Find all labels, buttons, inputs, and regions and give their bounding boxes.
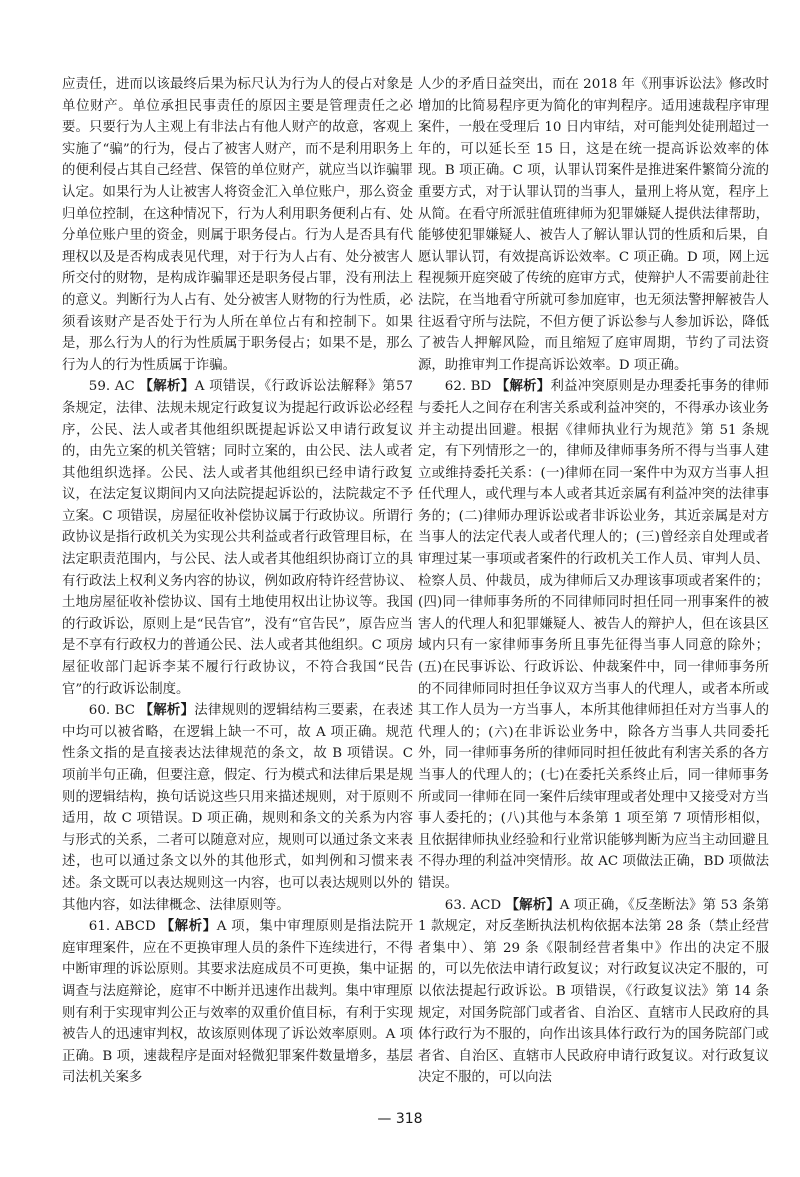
page-number: — 318 [377,1111,423,1127]
analysis-tag: 【解析】 [495,378,551,395]
answer-number: 63. ACD [444,897,502,913]
continuation-paragraph: 人少的矛盾日益突出，而在 2018 年《刑事诉讼法》修改时增加的比简易程序更为简化的审判程序。适用速裁程序审理案件，一般在受理后 10 日内审结，对可能判处徒刑超过一年的，可以延长至 15 日，这是在统一提高诉讼效率的体现。B 项正确。C 项，认罪认罚案件是推进案件繁简分流的重要方式，对于认罪认罚的当事人，量刑上将从宽，程序上从简。在看守所派驻值班律师为犯罪嫌疑人提供法律帮助，能够使犯罪嫌疑人、被告人了解认罪认罚的性质和后果，自愿认罪认罚，有效提高诉讼效率。C 项正确。D 项，网上远程视频开庭突破了传统的庭审方式，使辩护人不需要前赴往法院，在当地看守所就可参加庭审，也无须法警押解被告人往返看守所与法院，不但方便了诉讼参与人参加诉讼，降低了被告人押解风险，而且缩短了庭审周期，节约了司法资源，助推审判工作提高诉讼效率。D 项正确。 [418,77,769,373]
analysis-tag: 【解析】 [505,896,560,913]
answer-text: 法律规则的逻辑结构三要素，在表述中均可以被省略，在逻辑上缺一不可，故 A 项正确。规范性条文指的是直接表达法律规范的条文，故 B 项错误。C 项前半句正确，但要注意，假定、行为模式和法律后果是规则的逻辑结构，换句话说这些只用来描述规则，对于原则不适用，故 C 项错误。D 项正确，规则和条文的关系为内容与形式的关系，二者可以随意对应，规则可以通过条文来表述，也可以通过条文以外的其他形式，如判例和习惯来表述。条文既可以表达规则这一内容，也可以表达规则以外的其他内容，如法律概念、法律原则等。 [62,703,413,913]
continuation-paragraph: 应责任，进而以该最终后果为标尺认为行为人的侵占对象是单位财产。单位承担民事责任的原因主要是管理责任之必要。只要行为人主观上有非法占有他人财产的故意，客观上实施了“骗”的行为，侵占了被害人财产，而不是利用职务上的便利侵占其自己经营、保管的单位财产，就应当以诈骗罪认定。如果行为人让被害人将资金汇入单位账户，那么资金归单位控制，在这种情况下，行为人利用职务便利占有、处分单位账户里的资金，则属于职务侵占。行为人是否具有代理权以及是否构成表见代理，对于行为人占有、处分被害人所交付的财物，是构成诈骗罪还是职务侵占罪，没有刑法上的意义。判断行为人占有、处分被害人财物的行为性质，必须看该财产是否处于行为人所在单位占有和控制下。如果是，那么行为人的行为性质属于职务侵占；如果不是，那么行为人的行为性质属于诈骗。 [62,77,413,373]
analysis-tag: 【解析】 [139,378,195,395]
answer-number: 59. AC [88,379,135,395]
answer-text: A 项，集中审理原则是指法院开庭审理案件，应在不更换审理人员的条件下连续进行，不得中断审理的诉讼原则。其要求法庭成员不可更换，集中证据调查与法庭辩论，庭审不中断并迅速作出裁判。集中审理原则有利于实现审判公正与效率的双重价值目标，有利于实现被告人的迅速审判权，故该原则体现了诉讼效率原则。A 项正确。B 项，速裁程序是面对轻微犯罪案件数量增多，基层司法机关案多 [62,919,413,1086]
answer-62 [418,376,769,894]
left-column [62,74,413,1104]
answer-number: 62. BD [444,379,492,395]
analysis-tag: 【解析】 [160,918,217,935]
analysis-tag: 【解析】 [139,702,195,719]
answer-61 [62,916,413,1089]
answer-number: 60. BC [88,703,135,719]
answer-text: A 项正确，《反垄断法》第 53 条第 1 款规定，对反垄断执法机构依据本法第 28 条（禁止经营者集中）、第 29 条《限制经营者集中》作出的决定不服的，可以先依法申请行政复议；对行政复议决定不服的，可以依法提起行政诉讼。B 项错误，《行政复议法》第 14 条规定，对国务院部门或者省、自治区、直辖市人民政府的具体行政行为不服的，向作出该具体行政行为的国务院部门或者省、自治区、直辖市人民政府申请行政复议。对行政复议决定不服的，可以向法 [418,897,769,1086]
answer-63 [418,895,769,1089]
answer-59 [62,376,413,700]
answer-text: A 项错误，《行政诉讼法解释》第57条规定，法律、法规未规定行政复议为提起行政诉讼必经程序，公民、法人或者其他组织既提起诉讼又申请行政复议的，由先立案的机关管辖；同时立案的，由公民、法人或者其他组织选择。公民、法人或者其他组织已经申请行政复议，在法定复议期间内又向法院提起诉讼的，法院裁定不予立案。C 项错误，房屋征收补偿协议属于行政协议。所谓行政协议是指行政机关为实现公共利益或者行政管理目标，在法定职责范围内，与公民、法人或者其他组织协商订立的具有行政法上权利义务内容的协议，例如政府特许经营协议、土地房屋征收补偿协议、国有土地使用权出让协议等。我国的行政诉讼，原则上是“民告官”，没有“官告民”，原告应当是不享有行政权力的普通公民、法人或者其他组织。C 项房屋征收部门起诉李某不履行行政协议，不符合我国“民告官”的行政诉讼制度。 [62,379,413,697]
answer-number: 61. ABCD [88,919,156,935]
right-column [418,74,769,1104]
answer-text: 利益冲突原则是办理委托事务的律师与委托人之间存在利害关系或利益冲突的，不得承办该业务并主动提出回避。根据《律师执业行为规范》第 51 条规定，有下列情形之一的，律师及律师事务所不得与当事人建立或维持委托关系：(一)律师在同一案件中为双方当事人担任代理人，或代理与本人或者其近亲属有利益冲突的法律事务的；(二)律师办理诉讼或者非诉讼业务，其近亲属是对方当事人的法定代表人或者代理人的；(三)曾经亲自处理或者审理过某一事项或者案件的行政机关工作人员、审判人员、检察人员、仲裁员，成为律师后又办理该事项或者案件的；(四)同一律师事务所的不同律师同时担任同一刑事案件的被害人的代理人和犯罪嫌疑人、被告人的辩护人，但在该县区域内只有一家律师事务所且事先征得当事人同意的除外；(五)在民事诉讼、行政诉讼、仲裁案件中，同一律师事务所的不同律师同时担任争议双方当事人的代理人，或者本所或其工作人员为一方当事人，本所其他律师担任对方当事人的代理人的；(六)在非诉讼业务中，除各方当事人共同委托外，同一律师事务所的律师同时担任彼此有利害关系的各方当事人的代理人的；(七)在委托关系终止后，同一律师事务所或同一律师在同一案件后续审理或者处理中又接受对方当事人委托的；(八)其他与本条第 1 项至第 7 项情形相似，且依据律师执业经验和行业常识能够判断为应当主动回避且不得办理的利益冲突情形。故 AC 项做法正确，BD 项做法错误。 [418,379,769,891]
answer-60 [62,700,413,916]
